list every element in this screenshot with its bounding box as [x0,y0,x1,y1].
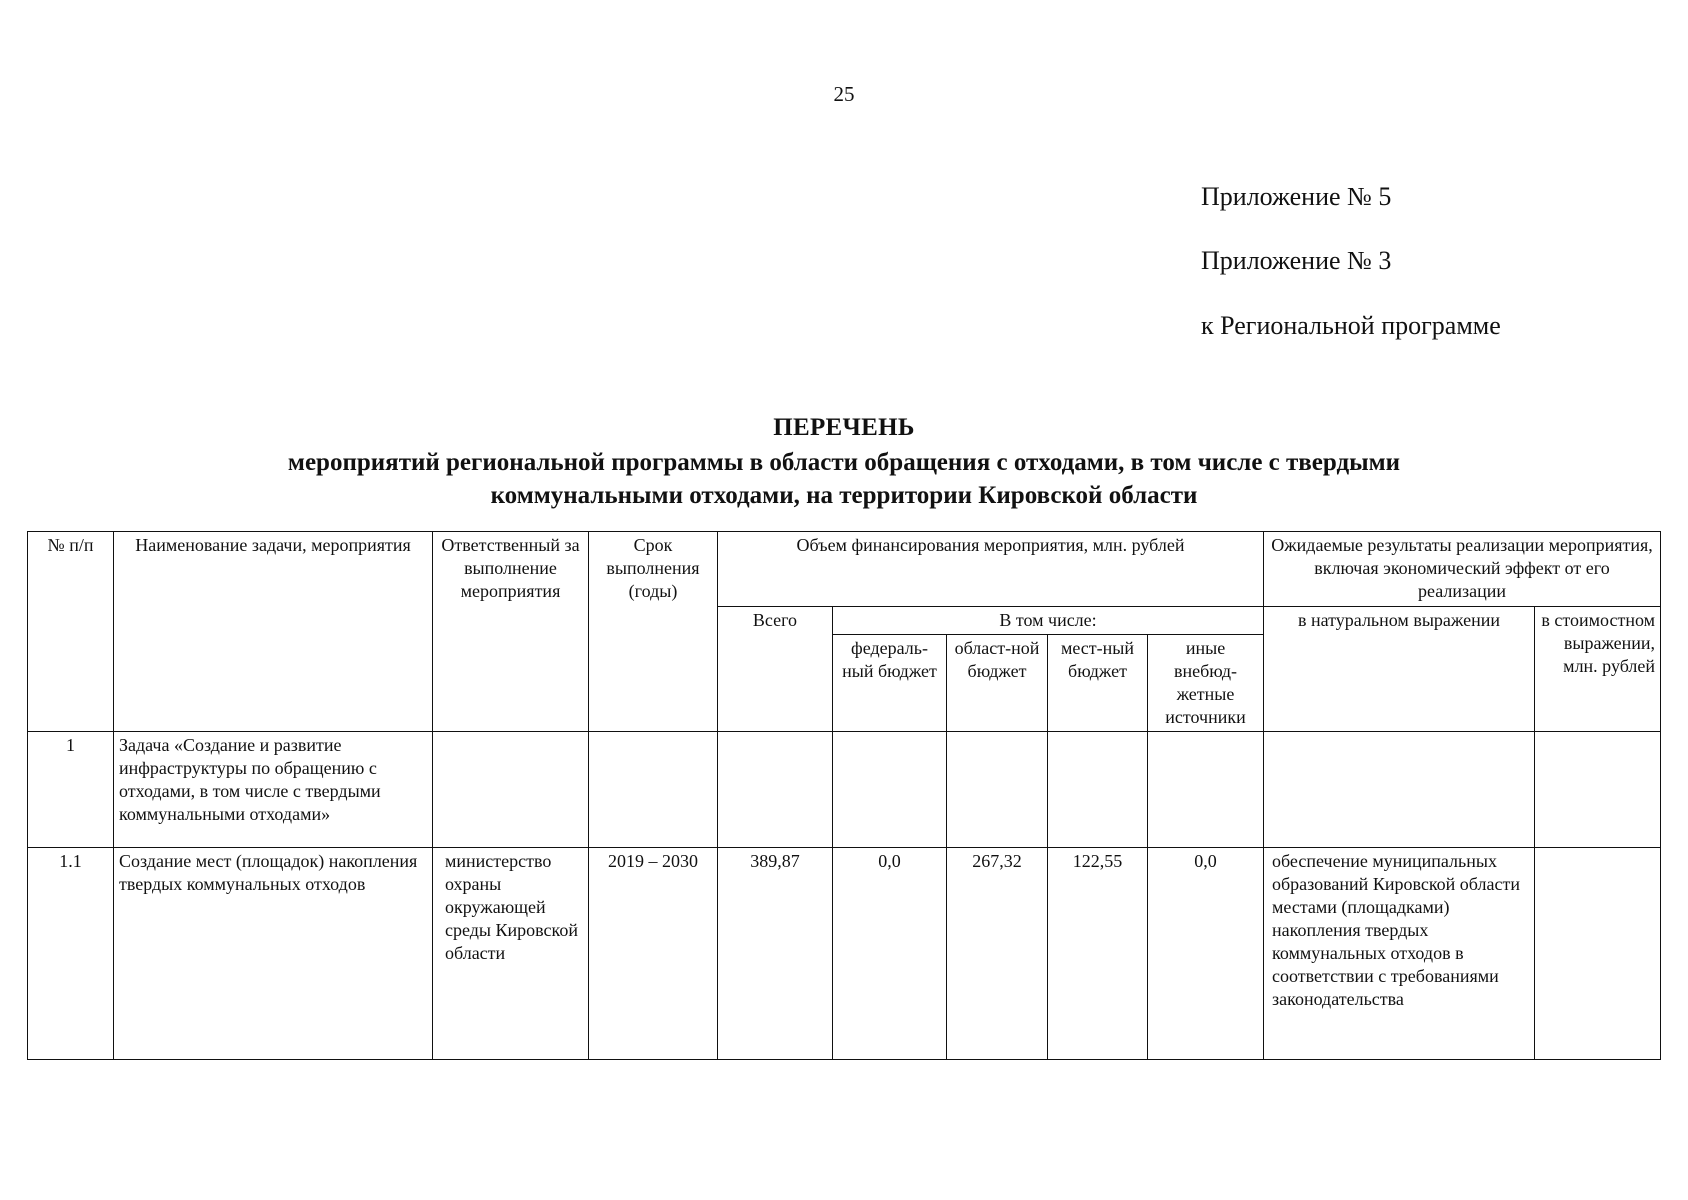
annex-line-2: Приложение № 3 [1201,246,1392,275]
header-local: мест-ный бюджет [1048,635,1148,732]
header-regional: област-ной бюджет [947,635,1048,732]
row-federal [833,732,947,848]
header-federal: федераль-ный бюджет [833,635,947,732]
row-other: 0,0 [1148,848,1264,1060]
annex-line-1: Приложение № 5 [1201,182,1392,211]
header-natural: в натуральном выражении [1264,607,1535,732]
row-federal: 0,0 [833,848,947,1060]
header-funding: Объем финансирования мероприятия, млн. рублей [718,532,1264,607]
row-cost [1535,848,1661,1060]
page-number: 25 [833,82,855,106]
row-local: 122,55 [1048,848,1148,1060]
annex-line-3: к Региональной программе [1201,311,1501,340]
header-term: Срок выполнения (годы) [589,532,718,732]
document-title: ПЕРЕЧЕНЬ [773,414,915,441]
row-name: Задача «Создание и развитие инфраструктуры по обращению с отходами, в том числе с твердыми коммунальными отходами» [114,732,433,848]
row-num: 1.1 [28,848,114,1060]
measures-table [27,531,1661,1060]
header-name: Наименование задачи, мероприятия [114,532,433,732]
row-natural: обеспечение муниципальных образований Кировской области местами (площадками) накопления твердых коммунальных отходов в соответствии с требованиями законодательства [1264,848,1535,1060]
row-total [718,732,833,848]
row-regional [947,732,1048,848]
row-natural [1264,732,1535,848]
header-including: В том числе: [833,607,1264,635]
header-responsible: Ответственный за выполнение мероприятия [433,532,589,732]
header-row-1 [28,532,1661,607]
row-cost [1535,732,1661,848]
header-cost: в стоимостном выражении, млн. рублей [1535,607,1661,732]
row-responsible: министерство охраны окружающей среды Кировской области [433,848,589,1060]
row-responsible [433,732,589,848]
table-row [28,848,1661,1060]
header-results: Ожидаемые результаты реализации мероприятия, включая экономический эффект от его реализации [1264,532,1661,607]
document-subtitle: мероприятий региональной программы в области обращения с отходами, в том числе с твердыми коммунальными отходами, на территории Кировской области [287,449,1401,509]
header-other: иные внебюд-жетные источники [1148,635,1264,732]
row-other [1148,732,1264,848]
header-total: Всего [718,607,833,732]
row-term [589,732,718,848]
row-num: 1 [28,732,114,848]
row-name: Создание мест (площадок) накопления твердых коммунальных отходов [114,848,433,1060]
row-regional: 267,32 [947,848,1048,1060]
table-row [28,732,1661,848]
row-term: 2019 – 2030 [589,848,718,1060]
header-num: № п/п [28,532,114,732]
row-local [1048,732,1148,848]
row-total: 389,87 [718,848,833,1060]
